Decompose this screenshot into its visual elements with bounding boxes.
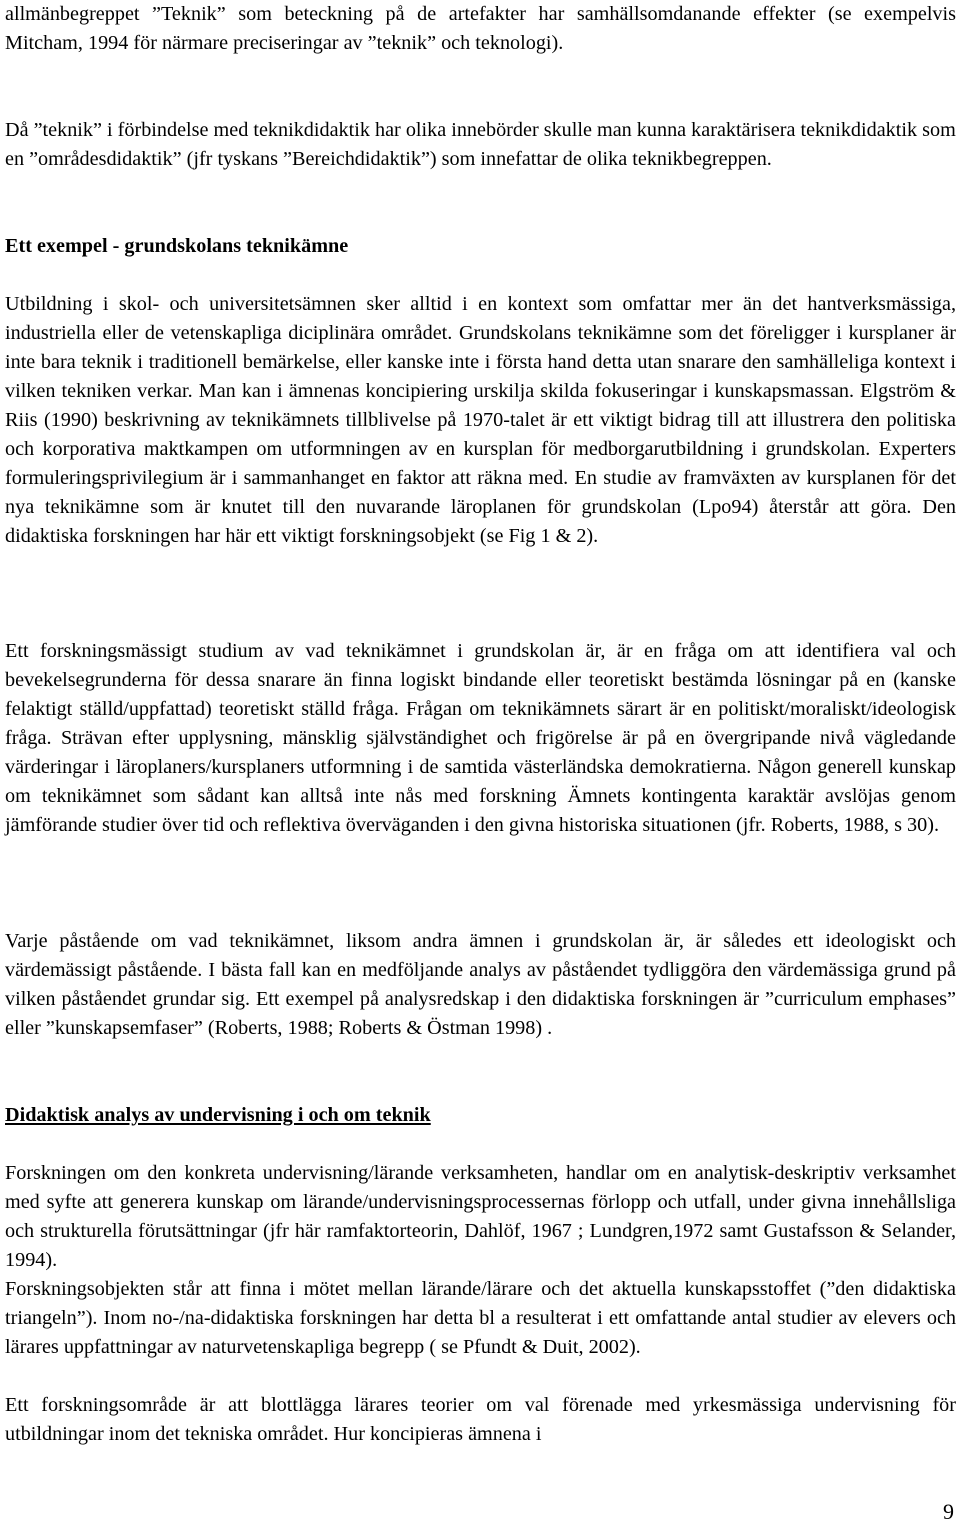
paragraph-forskningen-konkreta: Forskningen om den konkreta undervisning/lärande verksamheten, handlar om en analytisk-deskriptiv verksamhet med syfte att generera kunskap om lärande/undervisningsprocessernas förlopp och utfall, under givna innehållsliga och strukturella förutsättningar (jfr här ramfaktorteorin, Dahlöf, 1967 ; Lundgren,1972 samt Gustafsson & Selander, 1994). — [5, 1162, 956, 1271]
paragraph-utbildning: Utbildning i skol- och universitetsämnen sker alltid i en kontext som omfattar mer än det hantverksmässiga, industriella eller de vetenskapliga diciplinära området. Grundskolans teknikämne som det föreligger i kursplaner är inte bara teknik i traditionell bemärkelse, eller kanske inte i första hand detta utan snarare den samhälleliga kontext i vilken tekniken verkar. Man kan i ämnenas koncipiering urskilja skilda fokuseringar i kunskapsmassan. Elgström & Riis (1990) beskrivning av teknikämnets tillblivelse på 1970-talet är ett viktigt bidrag till att illustrera den politiska och korporativa maktkampen om utformningen av en kursplan för medborgarutbildning i grundskolan. Experters formuleringsprivilegium är i sammanhanget en faktor att räkna med. En studie av framväxten av kursplanen för det nya teknikämne som är knutet till den nuvarande läroplanen för grundskolan (Lpo94) återstår att göra. Den didaktiska forskningen har här ett viktigt forskningsobjekt (se Fig 1 & 2). — [5, 293, 956, 547]
paragraph-teknik-definition: Då ”teknik” i förbindelse med teknikdidaktik har olika innebörder skulle man kunna karaktärisera teknikdidaktik som en ”områdesdidaktik” (jfr tyskans ”Bereichdidaktik”) som innefattar de olika teknikbegreppen. — [5, 119, 956, 170]
paragraph-intro: allmänbegreppet ”Teknik” som beteckning på de artefakter har samhällsomdanande effekter (se exempelvis Mitcham, 1994 för närmare preciseringar av ”teknik” och teknologi). — [5, 3, 956, 54]
paragraph-forskningsomrade: Ett forskningsområde är att blottlägga lärares teorier om val förenade med yrkesmässiga undervisning för utbildningar inom det tekniska området. Hur koncipieras ämnena i — [5, 1394, 956, 1445]
paragraph-forskningsmassigt-studium: Ett forskningsmässigt studium av vad teknikämnet i grundskolan är, är en fråga om att identifiera val och bevekelsegrunderna för dessa snarare än finna logiskt bindande eller teoretiskt bestämda lösningar på en (kanske felaktigt ställd/uppfattad) teoretiskt ställd fråga. Frågan om teknikämnets särart är en politiskt/moraliskt/ideologisk fråga. Strävan efter upplysning, mänsklig självständighet och frigörelse är på en övergripande nivå vägledande värderingar i läroplaners/kursplaners utformning i de samtida västerländska demokratierna. Någon generell kunskap om teknikämnet som sådant kan alltså inte nås med forskning Ämnets kontingenta karaktär avslöjas genom jämförande studier över tid och reflektiva överväganden i den givna historiska situationen (jfr. Roberts, 1988, s 30). — [5, 640, 956, 836]
section-heading-didaktisk-analys: Didaktisk analys av undervisning i och om teknik — [5, 1104, 431, 1126]
page-number: 9 — [943, 1499, 954, 1524]
section-heading-grundskolans-teknikamne: Ett exempel - grundskolans teknikämne — [5, 235, 349, 257]
paragraph-varje-pastaende: Varje påstående om vad teknikämnet, liksom andra ämnen i grundskolan är, är således ett ideologiskt och värdemässigt påstående. I bästa fall kan en medföljande analys av påståendet tydliggöra den värdemässiga grund på vilken påståendet grundar sig. Ett exempel på analysredskap i den didaktiska forskningen är ”curriculum emphases” eller ”kunskapsemfaser” (Roberts, 1988; Roberts & Östman 1998) . — [5, 930, 956, 1039]
paragraph-forskningsobjekten: Forskningsobjekten står att finna i mötet mellan lärande/lärare och det aktuella kunskapsstoffet (”den didaktiska triangeln”). Inom no-/na-didaktiska forskningen har detta bl a resulterat i ett omfattande antal studier av elevers och lärares uppfattningar av naturvetenskapliga begrepp ( se Pfundt & Duit, 2002). — [5, 1278, 956, 1358]
